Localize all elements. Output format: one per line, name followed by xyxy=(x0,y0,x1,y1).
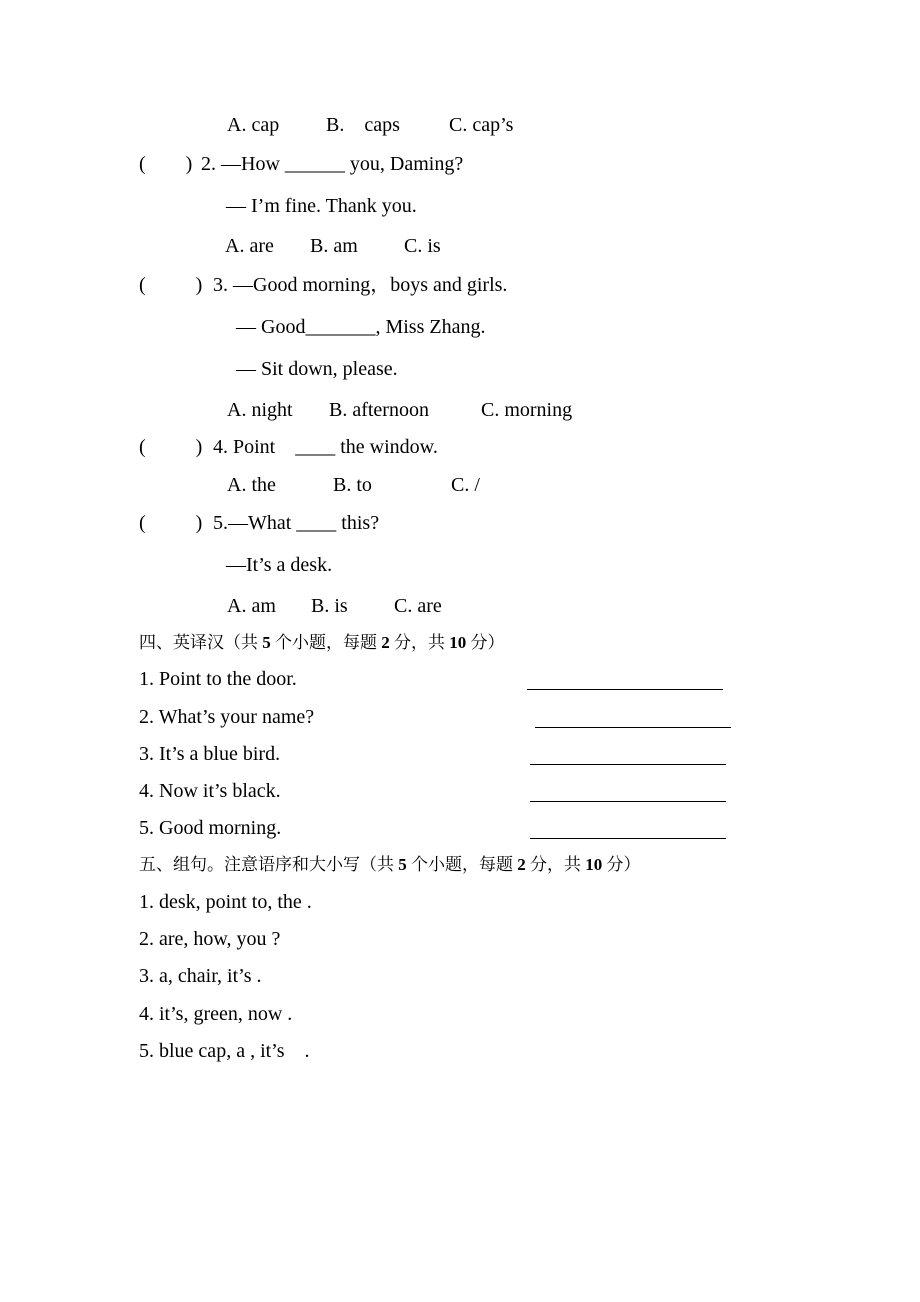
q1-option-b: B. caps xyxy=(326,114,400,136)
translate-item-4: 4. Now it’s black. xyxy=(139,780,281,802)
q4-answer-paren: ( ) xyxy=(139,436,203,458)
sentence-item-4: 4. it’s, green, now . xyxy=(139,1003,293,1025)
q4-option-b: B. to xyxy=(333,474,372,496)
translate-item-5: 5. Good morning. xyxy=(139,817,282,839)
q4-stem: 4. Point ____ the window. xyxy=(213,436,438,458)
q5-stem: 5.—What ____ this? xyxy=(213,512,380,534)
q3-reply-1: — Good_______, Miss Zhang. xyxy=(236,316,486,338)
sentence-item-5: 5. blue cap, a , it’s . xyxy=(139,1040,310,1062)
q2-stem: 2. —How ______ you, Daming? xyxy=(201,153,464,175)
q3-option-b: B. afternoon xyxy=(329,399,429,421)
q3-option-c: C. morning xyxy=(481,399,573,421)
q5-option-c: C. are xyxy=(394,595,442,617)
sentence-item-2: 2. are, how, you ? xyxy=(139,928,281,950)
sentence-item-3: 3. a, chair, it’s . xyxy=(139,965,262,987)
q3-answer-paren: ( ) xyxy=(139,274,203,296)
translate-item-3: 3. It’s a blue bird. xyxy=(139,743,281,765)
sentence-item-1: 1. desk, point to, the . xyxy=(139,891,312,913)
q2-option-c: C. is xyxy=(404,235,441,257)
translate-answer-line-4[interactable] xyxy=(530,801,726,802)
q4-option-a: A. the xyxy=(227,474,276,496)
q1-option-a: A. cap xyxy=(227,114,280,136)
translate-answer-line-3[interactable] xyxy=(530,764,726,765)
q2-reply: — I’m fine. Thank you. xyxy=(226,195,417,217)
q4-option-c: C. / xyxy=(451,474,480,496)
q1-option-c: C. cap’s xyxy=(449,114,514,136)
translate-answer-line-5[interactable] xyxy=(530,838,726,839)
q2-option-a: A. are xyxy=(225,235,274,257)
q3-stem: 3. —Good morning，boys and girls. xyxy=(213,274,508,296)
section-5-heading: 五、组句。注意语序和大小写（共 5 个小题，每题 2 分，共 10 分） xyxy=(139,855,641,874)
translate-answer-line-1[interactable] xyxy=(527,689,723,690)
q5-reply: —It’s a desk. xyxy=(226,554,333,576)
q5-option-b: B. is xyxy=(311,595,348,617)
translate-item-1: 1. Point to the door. xyxy=(139,668,297,690)
translate-answer-line-2[interactable] xyxy=(535,727,731,728)
translate-item-2: 2. What’s your name? xyxy=(139,706,315,728)
q2-answer-paren: ( ) xyxy=(139,153,193,175)
q2-option-b: B. am xyxy=(310,235,358,257)
q5-option-a: A. am xyxy=(227,595,276,617)
q3-reply-2: — Sit down, please. xyxy=(236,358,398,380)
section-4-heading: 四、英译汉（共 5 个小题，每题 2 分，共 10 分） xyxy=(139,633,505,652)
q5-answer-paren: ( ) xyxy=(139,512,203,534)
q3-option-a: A. night xyxy=(227,399,293,421)
